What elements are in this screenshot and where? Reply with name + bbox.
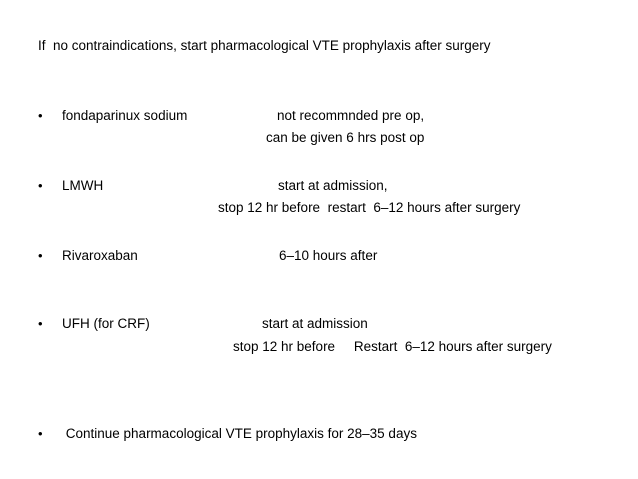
drug-name-ufh: UFH (for CRF) bbox=[62, 316, 150, 331]
bullet-marker: • bbox=[38, 178, 43, 193]
continuation-note: Continue pharmacological VTE prophylaxis for 28–35 days bbox=[62, 426, 417, 441]
fondaparinux-note-line2: can be given 6 hrs post op bbox=[266, 130, 425, 145]
rivaroxaban-note-line1: 6–10 hours after bbox=[279, 248, 378, 263]
drug-name-fondaparinux: fondaparinux sodium bbox=[62, 108, 188, 123]
fondaparinux-note-line1: not recommnded pre op, bbox=[277, 108, 425, 123]
bullet-marker: • bbox=[38, 426, 43, 441]
intro-text: If no contraindications, start pharmacological VTE prophylaxis after surgery bbox=[38, 38, 491, 53]
drug-name-lmwh: LMWH bbox=[62, 178, 104, 193]
ufh-note-line1: start at admission bbox=[262, 316, 368, 331]
bullet-marker: • bbox=[38, 108, 43, 123]
bullet-marker: • bbox=[38, 316, 43, 331]
ufh-note-line2: stop 12 hr before Restart 6–12 hours after surgery bbox=[233, 339, 552, 354]
drug-name-rivaroxaban: Rivaroxaban bbox=[62, 248, 138, 263]
lmwh-note-line1: start at admission, bbox=[278, 178, 388, 193]
bullet-marker: • bbox=[38, 248, 43, 263]
lmwh-note-line2: stop 12 hr before restart 6–12 hours after surgery bbox=[218, 200, 521, 215]
